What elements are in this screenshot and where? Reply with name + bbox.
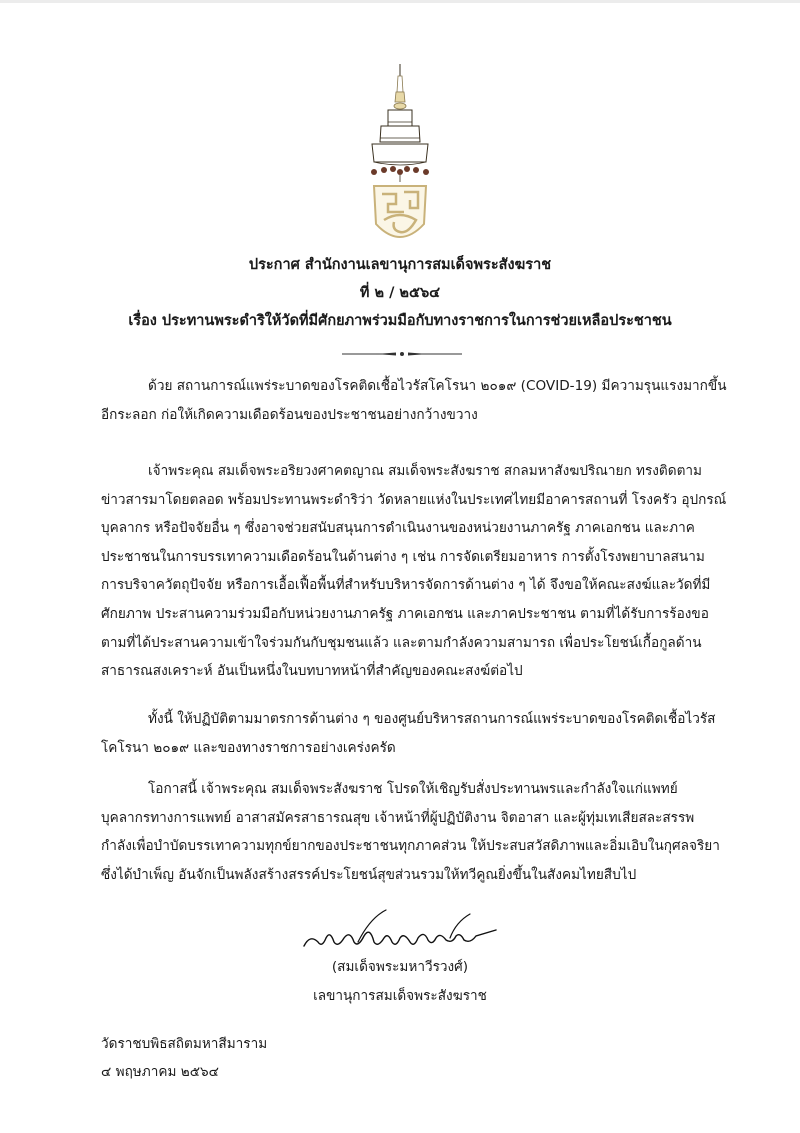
paragraph-directive [101, 457, 727, 686]
paragraph-line: ศักยภาพ ประสานความร่วมมือกับหน่วยงานภาครัฐ ภาคเอกชน และภาคประชาชน ตามที่ได้รับการร้องขอ [101, 605, 709, 622]
paragraph-line: บุคลากรทางการแพทย์ อาสาสมัครสาธารณสุข เจ้าหน้าที่ผู้ปฏิบัติงาน จิตอาสา และผู้ทุ่มเทเสียสละสรรพ [101, 809, 695, 826]
handwritten-signature-icon [300, 908, 500, 956]
document-subject: เรื่อง ประทานพระดำริให้วัดที่มีศักยภาพร่วมมือกับทางราชการในการช่วยเหลือประชาชน [128, 313, 672, 329]
paragraph-line: การบริจาควัตถุปัจจัย หรือการเอื้อเฟื้อพื้นที่สำหรับบริหารจัดการด้านต่าง ๆ ได้ จึงขอให้คณะสงฆ์และวัดที่มี [101, 577, 711, 594]
royal-emblem-icon [360, 62, 440, 250]
signatory-name: (สมเด็จพระมหาวีรวงศ์) [331, 959, 469, 975]
paragraph-blessing [101, 775, 721, 889]
paragraph-situation [101, 372, 727, 429]
paragraph-line: โคโรนา ๒๐๑๙ และของทางราชการอย่างเคร่งครัด [101, 739, 396, 756]
page-top-edge [0, 0, 800, 3]
paragraph-line: ตามที่ได้ประสานความเข้าใจร่วมกันกับชุมชนแล้ว และตามกำลังความสามารถ เพื่อประโยชน์เกื้อกูลด้าน [101, 634, 702, 651]
paragraph-line: โอกาสนี้ เจ้าพระคุณ สมเด็จพระสังฆราช โปรดให้เชิญรับสั่งประทานพรและกำลังใจแก่แพทย์ [148, 781, 678, 797]
ornamental-divider-icon [340, 350, 464, 358]
paragraph-line: อีกระลอก ก่อให้เกิดความเดือดร้อนของประชาชนอย่างกว้างขวาง [101, 406, 478, 423]
paragraph-line: บุคลากร หรือปัจจัยอื่น ๆ ซึ่งอาจช่วยสนับสนุนการดำเนินงานของหน่วยงานภาครัฐ ภาคเอกชน และภาค [101, 520, 695, 537]
paragraph-measures [101, 705, 721, 762]
issuing-place: วัดราชบพิธสถิตมหาสีมาราม [101, 1036, 268, 1052]
paragraph-line: ซึ่งได้บำเพ็ญ อันจักเป็นพลังสร้างสรรค์ประโยชน์สุขส่วนรวมให้ทวีคูณยิ่งขึ้นในสังคมไทยสืบไป [101, 866, 637, 883]
document-number: ที่ ๒ / ๒๕๖๔ [359, 285, 441, 301]
paragraph-line: เจ้าพระคุณ สมเด็จพระอริยวงศาคตญาณ สมเด็จพระสังฆราช สกลมหาสังฆปริณายก ทรงติดตาม [148, 463, 702, 479]
paragraph-line: ด้วย สถานการณ์แพร่ระบาดของโรคติดเชื้อไวรัสโคโรนา ๒๐๑๙ (COVID-19) มีความรุนแรงมากขึ้น [148, 378, 727, 394]
paragraph-line: สาธารณสงเคราะห์ อันเป็นหนึ่งในบทบาทหน้าที่สำคัญของคณะสงฆ์ต่อไป [101, 663, 523, 680]
signatory-position: เลขานุการสมเด็จพระสังฆราช [313, 988, 487, 1004]
paragraph-line: กำลังเพื่อบำบัดบรรเทาความทุกข์ยากของประชาชนทุกภาคส่วน ให้ประสบสวัสดิภาพและอิ่มเอิบในกุศลจริยา [101, 838, 720, 855]
paragraph-line: ทั้งนี้ ให้ปฏิบัติตามมาตรการด้านต่าง ๆ ของศูนย์บริหารสถานการณ์แพร่ระบาดของโรคติดเชื้อไวรัส [148, 711, 716, 727]
paragraph-line: ประชาชนในการบรรเทาความเดือดร้อนในด้านต่าง ๆ เช่น การจัดเตรียมอาหาร การตั้งโรงพยาบาลสนาม [101, 548, 705, 565]
document-title: ประกาศ สำนักงานเลขานุการสมเด็จพระสังฆราช [248, 257, 552, 273]
issue-date: ๔ พฤษภาคม ๒๕๖๔ [101, 1064, 219, 1080]
paragraph-line: ข่าวสารมาโดยตลอด พร้อมประทานพระดำริว่า วัดหลายแห่งในประเทศไทยมีอาคารสถานที่ โรงครัว อุปกรณ์ [101, 491, 727, 508]
